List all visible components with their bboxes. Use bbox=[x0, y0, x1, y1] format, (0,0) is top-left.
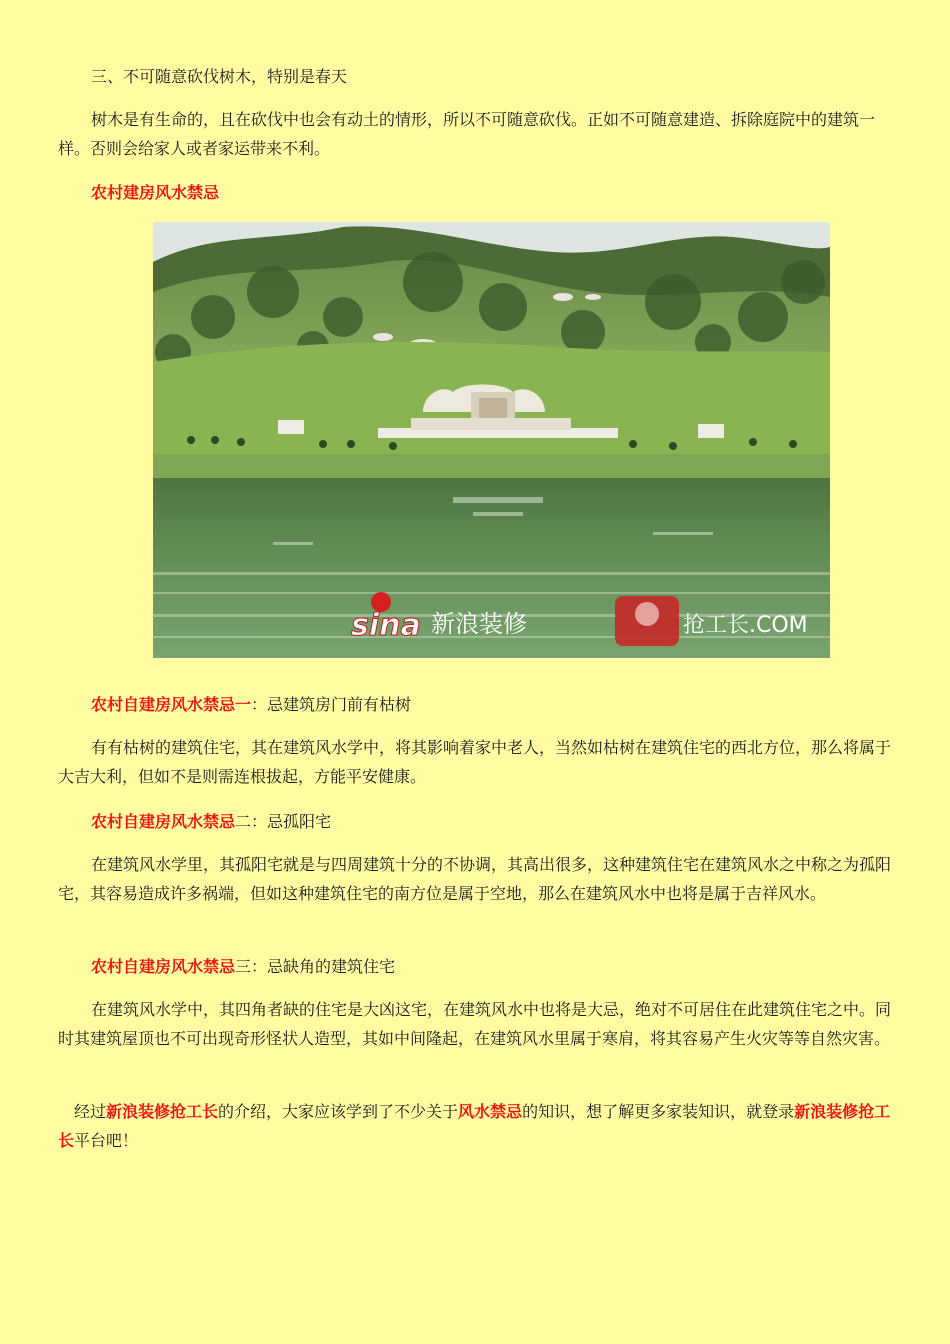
item-1-title: ：忌建筑房门前有枯树 bbox=[251, 695, 412, 714]
item-2-heading bbox=[58, 807, 892, 836]
item-2-title: 二：忌孤阳宅 bbox=[235, 812, 332, 831]
item-2-label: 农村自建房风水禁忌 bbox=[91, 812, 236, 831]
section-heading: 三、不可随意砍伐树木，特别是春天 bbox=[91, 67, 348, 86]
watermark-sina-text: 新浪装修 bbox=[431, 610, 527, 638]
photo-title-text: 农村建房风水禁忌 bbox=[91, 183, 220, 202]
item-3-body: 在建筑风水学中，其四角者缺的住宅是大凶这宅，在建筑风水中也将是大忌，绝对不可居住在此建筑住宅之中。同时其建筑屋顶也不可出现奇形怪状人造型，其如中间隆起，在建筑风水里属于寒肩，将其容易产生火灾等等自然灾害。 bbox=[58, 1000, 892, 1048]
item-3-heading bbox=[58, 952, 892, 981]
keyword-fengshui: 风水禁忌 bbox=[458, 1102, 523, 1121]
item-2-body: 在建筑风水学里，其孤阳宅就是与四周建筑十分的不协调，其高出很多，这种建筑住宅在建筑风水之中称之为孤阳宅，其容易造成许多祸端，但如这种建筑住宅的南方位是属于空地，那么在建筑风水中也将是属于吉祥风水。 bbox=[58, 855, 892, 903]
item-1-label: 农村自建房风水禁忌 bbox=[91, 695, 236, 714]
cemetery-lake-photo bbox=[153, 222, 830, 658]
watermark-qianggongzhang: 抢工长.COM bbox=[683, 613, 808, 638]
item-1-heading bbox=[58, 690, 892, 719]
brand-link-2: 新浪装修抢工长 bbox=[58, 1102, 891, 1150]
closing-paragraph: 经过新浪装修抢工长的介绍，大家应该学到了不少关于风水禁忌的知识，想了解更多家装知识，就登录新浪装修抢工长平台吧！ bbox=[58, 1102, 891, 1150]
item-1-number: 一 bbox=[235, 695, 252, 714]
brand-link-1: 新浪装修抢工长 bbox=[106, 1102, 219, 1121]
photo-title bbox=[58, 178, 892, 207]
item-3-label: 农村自建房风水禁忌 bbox=[91, 957, 236, 976]
item-1-body: 有有枯树的建筑住宅，其在建筑风水学中，将其影响着家中老人，当然如枯树在建筑住宅的西北方位，那么将属于大吉大利，但如不是则需连根拔起，方能平安健康。 bbox=[58, 738, 892, 786]
paragraph-trees: 树木是有生命的，且在砍伐中也会有动土的情形，所以不可随意砍伐。正如不可随意建造、拆除庭院中的建筑一样。否则会给家人或者家运带来不利。 bbox=[58, 110, 876, 158]
item-3-title: 三：忌缺角的建筑住宅 bbox=[235, 957, 396, 976]
watermark-sina: sina bbox=[351, 608, 421, 643]
